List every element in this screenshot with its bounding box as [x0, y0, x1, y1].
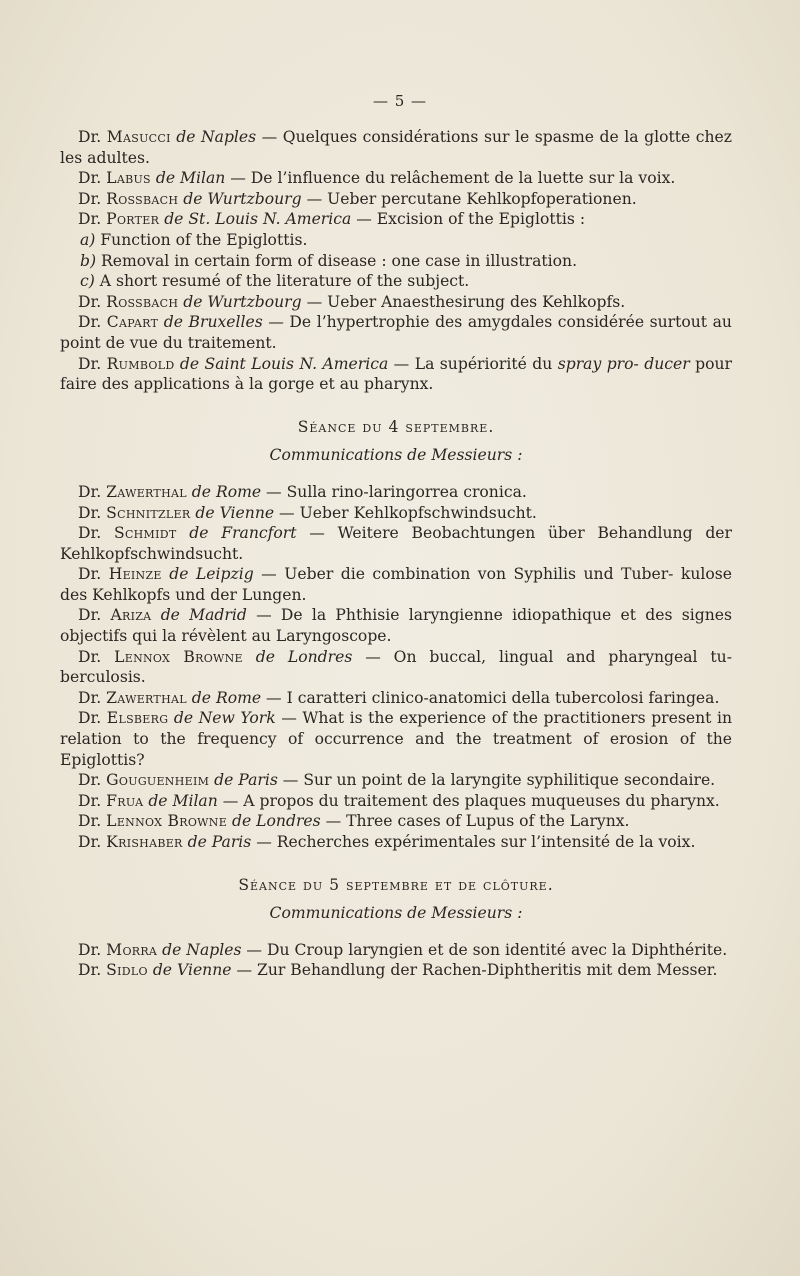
author-name: Masucci	[106, 128, 171, 146]
author-place: de Saint Louis N. America	[179, 354, 389, 373]
author-place: de St. Louis N. America	[164, 210, 352, 229]
author-place: de Madrid	[160, 606, 247, 625]
author-place: de Milan	[155, 169, 226, 188]
author-place: de Naples	[176, 128, 257, 146]
author-name: Krishaber	[106, 833, 183, 851]
entry: Dr. Elsberg de New York — What is the experience of the practitioners present in relation to the frequency of occurrence and the treatment of erosion of the Epiglottis?	[60, 709, 732, 769]
author-place: de Paris	[214, 771, 278, 790]
entry-title: — De l’hypertrophie des amygdales considérée surtout au point de vue du traitement.	[60, 313, 732, 352]
author-name: Rossbach	[106, 189, 179, 208]
author-place: de Rome	[191, 688, 262, 707]
author-name: Gouguenheim	[106, 771, 210, 790]
entry: Dr. Morra de Naples — Du Croup laryngien et de son identité avec la Diphthérite.	[78, 940, 728, 959]
author-place: de Londres	[232, 812, 321, 831]
sub-item	[80, 230, 732, 251]
author-name: Schmidt	[113, 524, 177, 543]
document-body	[60, 127, 732, 981]
entry: Dr. Lennox Browne de Londres — On buccal, lingual and pharyngeal tu- berculosis.	[60, 647, 732, 687]
entry: Dr. Porter de St. Louis N. America — Excision of the Epiglottis :	[78, 210, 586, 229]
author-place: de Wurtzbourg	[183, 292, 302, 311]
entry-title: — Sur un point de la laryngite syphilitique secondaire.	[277, 771, 716, 790]
entry: Dr. Schmidt de Francfort — Weitere Beobachtungen über Behandlung der Kehlkopfschwindsucht.	[60, 524, 732, 563]
sub-item-text: Removal in certain form of disease : one case in illustration.	[96, 251, 578, 270]
sub-item-letter: c)	[80, 272, 95, 291]
entry-title: — De l’influence du relâchement de la luette sur la voix.	[225, 169, 676, 188]
entry: Dr. Heinze de Leipzig — Ueber die combination von Syphilis und Tuber- kulose des Kehlkopfs und der Lungen.	[60, 565, 732, 604]
entry: Dr. Schnitzler de Vienne — Ueber Kehlkopfschwindsucht.	[78, 503, 537, 522]
author-name: Elsberg	[106, 709, 169, 728]
entry: Dr. Masucci de Naples — Quelques considérations sur le spasme de la glotte chez les adultes.	[60, 128, 732, 167]
author-place: de New York	[173, 709, 276, 728]
author-name: Morra	[106, 940, 158, 959]
author-place: de Naples	[162, 940, 242, 959]
author-name: Rumbold	[106, 354, 175, 373]
entry: Dr. Rumbold de Saint Louis N. America — La supériorité du spray pro- ducer pour faire des applications à la gorge et au pharynx.	[60, 354, 732, 394]
entry-title: — Ueber percutane Kehlkopfoperationen.	[301, 189, 637, 208]
entry-title: — Recherches expérimentales sur l’intensité de la voix.	[251, 833, 696, 851]
entry: Dr. Lennox Browne de Londres — Three cases of Lupus of the Larynx.	[78, 812, 630, 831]
entry: Dr. Capart de Bruxelles — De l’hypertrophie des amygdales considérée surtout au point de vue du traitement.	[60, 313, 732, 352]
entry-title: — Ueber Kehlkopfschwindsucht.	[274, 503, 537, 522]
author-name: Frua	[106, 791, 144, 810]
entry-title: — Sulla rino-laringorrea cronica.	[261, 482, 527, 501]
author-place: de Londres	[255, 647, 353, 666]
entry: Dr. Rossbach de Wurtzbourg — Ueber Anaesthesirung des Kehlkopfs.	[78, 292, 626, 311]
entry-title: — Excision of the Epiglottis :	[351, 210, 586, 229]
entry: Dr. Gouguenheim de Paris — Sur un point de la laryngite syphilitique secondaire.	[78, 771, 716, 790]
author-name: Sidlo	[106, 961, 148, 980]
entry: Dr. Rossbach de Wurtzbourg — Ueber percutane Kehlkopfoperationen.	[78, 189, 637, 208]
author-name: Porter	[106, 210, 160, 229]
section-title: Séance du 5 septembre et de clôture.	[238, 875, 554, 894]
sub-item-letter: b)	[80, 251, 97, 270]
section-subtitle: Communications de Messieurs :	[269, 904, 523, 923]
sub-item-text: Function of the Epiglottis.	[95, 230, 308, 249]
sub-item-letter: a)	[80, 230, 96, 249]
author-place: de Francfort	[189, 524, 297, 543]
entry-title: — Ueber Anaesthesirung des Kehlkopfs.	[301, 292, 626, 311]
author-place: de Vienne	[152, 961, 232, 980]
entry-title: — Three cases of Lupus of the Larynx.	[320, 812, 630, 831]
entry: Dr. Zawerthal de Rome — Sulla rino-laringorrea cronica.	[78, 482, 527, 501]
entry-group	[60, 292, 732, 354]
entry-title: — Zur Behandlung der Rachen-Diphtheritis mit dem Messer.	[231, 961, 718, 980]
sub-item-group	[60, 230, 732, 292]
entry: Dr. Sidlo de Vienne — Zur Behandlung der Rachen-Diphtheritis mit dem Messer.	[78, 961, 718, 980]
entry-title: — De la Phthisie laryngienne idiopathique et des signes objectifs qui la révèlent au Laryngoscope.	[60, 606, 732, 646]
page-number: — 5 —	[372, 92, 428, 110]
author-name: Labus	[106, 169, 151, 188]
author-name: Zawerthal	[106, 688, 187, 707]
entry-title: — La supériorité du	[388, 354, 558, 373]
entry-group	[60, 482, 732, 853]
author-name: Lennox Browne	[114, 647, 243, 666]
author-place: de Leipzig	[169, 565, 254, 584]
author-place: de Vienne	[195, 503, 275, 522]
author-place: de Wurtzbourg	[183, 189, 302, 208]
author-name: Lennox Browne	[106, 812, 228, 831]
author-name: Ariza	[110, 606, 152, 625]
section-subtitle: Communications de Messieurs :	[269, 446, 523, 465]
entry: Dr. Labus de Milan — De l’influence du relâchement de la luette sur la voix.	[78, 169, 676, 188]
author-place: de Paris	[187, 833, 252, 851]
author-name: Heinze	[108, 565, 162, 584]
author-name: Schnitzler	[106, 503, 191, 522]
entry-title: — Weitere Beobachtungen über Behandlung der Kehlkopfschwindsucht.	[60, 524, 732, 563]
entry: Dr. Zawerthal de Rome — I caratteri clinico-anatomici della tubercolosi faringea.	[78, 688, 720, 707]
author-name: Capart	[106, 313, 159, 332]
entry-title: — Du Croup laryngien et de son identité avec la Diphthérite.	[241, 940, 728, 959]
entry-title: — Quelques considérations sur le spasme de la glotte chez les adultes.	[60, 128, 732, 167]
section-title: Séance du 4 septembre.	[297, 417, 495, 436]
sub-item	[80, 271, 732, 292]
sub-item	[80, 251, 732, 272]
entry-title: pour faire des applications à la gorge et au pharynx.	[60, 354, 732, 394]
entry-title: — A propos du traitement des plaques muqueuses du pharynx.	[217, 791, 720, 810]
entry: Dr. Ariza de Madrid — De la Phthisie laryngienne idiopathique et des signes objectifs qui la révèlent au Laryngoscope.	[60, 606, 732, 646]
author-place: de Bruxelles	[163, 313, 263, 332]
entry-group	[60, 940, 732, 981]
sub-item-text: A short resumé of the literature of the subject.	[94, 272, 470, 291]
entry-title: — What is the experience of the practitioners present in relation to the frequency of occurrence and the treatment of erosion of the Epiglottis?	[60, 709, 732, 769]
entry-title: — I caratteri clinico-anatomici della tubercolosi faringea.	[261, 688, 720, 707]
author-place: de Milan	[148, 791, 218, 810]
entry-group	[60, 127, 732, 230]
entry-title: — Ueber die combination von Syphilis und Tuber- kulose des Kehlkopfs und der Lungen.	[60, 565, 732, 604]
entry: Dr. Frua de Milan — A propos du traitement des plaques muqueuses du pharynx.	[78, 791, 720, 810]
author-name: Zawerthal	[106, 482, 187, 501]
author-name: Rossbach	[106, 292, 179, 311]
entry-title: — On buccal, lingual and pharyngeal tu- berculosis.	[60, 647, 732, 687]
author-place: de Rome	[191, 482, 262, 501]
entry-italic: spray pro- ducer	[557, 354, 690, 373]
entry: Dr. Krishaber de Paris — Recherches expérimentales sur l’intensité de la voix.	[78, 833, 696, 851]
